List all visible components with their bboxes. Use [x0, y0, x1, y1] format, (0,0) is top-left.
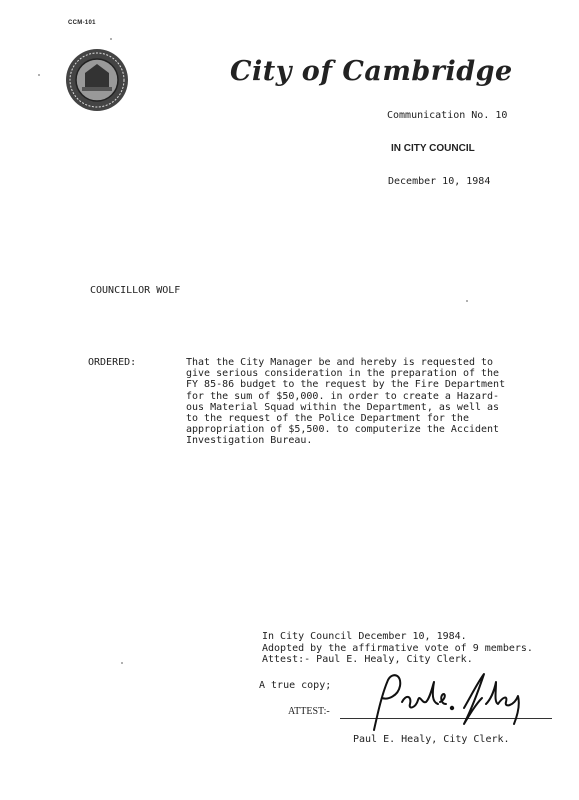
form-code: CCM-101 — [68, 20, 96, 26]
city-seal-icon — [64, 47, 130, 113]
scan-speck — [121, 662, 123, 664]
true-copy-label: A true copy; — [259, 680, 332, 691]
adoption-note: In City Council December 10, 1984. Adopted by the affirmative vote of 9 members. Attest:- Paul E. Healy, City Clerk. — [262, 631, 533, 665]
scan-speck — [110, 38, 112, 40]
scan-speck — [466, 300, 468, 302]
ordered-label: ORDERED: — [88, 357, 137, 368]
attest-label: ATTEST:- — [288, 706, 330, 717]
communication-number: Communication No. 10 — [387, 110, 508, 121]
council-date: December 10, 1984 — [388, 176, 491, 187]
order-text: That the City Manager be and hereby is requested to give serious consideration in the preparation of the FY 85-86 budget to the request by the Fire Department for the sum of $50,000. in order to create a Hazard- ous Material Squad within the Department, as well as to the request of the Police Department for the appropriation of $5,500. to computerize the Accident Investigation Bureau. — [186, 357, 506, 447]
clerk-name: Paul E. Healy, City Clerk. — [353, 734, 510, 745]
clerk-signature — [368, 668, 528, 734]
scan-speck — [38, 74, 40, 76]
city-title: City of Cambridge — [230, 56, 513, 87]
council-heading: IN CITY COUNCIL — [391, 143, 475, 154]
sponsor-name: COUNCILLOR WOLF — [90, 285, 181, 296]
